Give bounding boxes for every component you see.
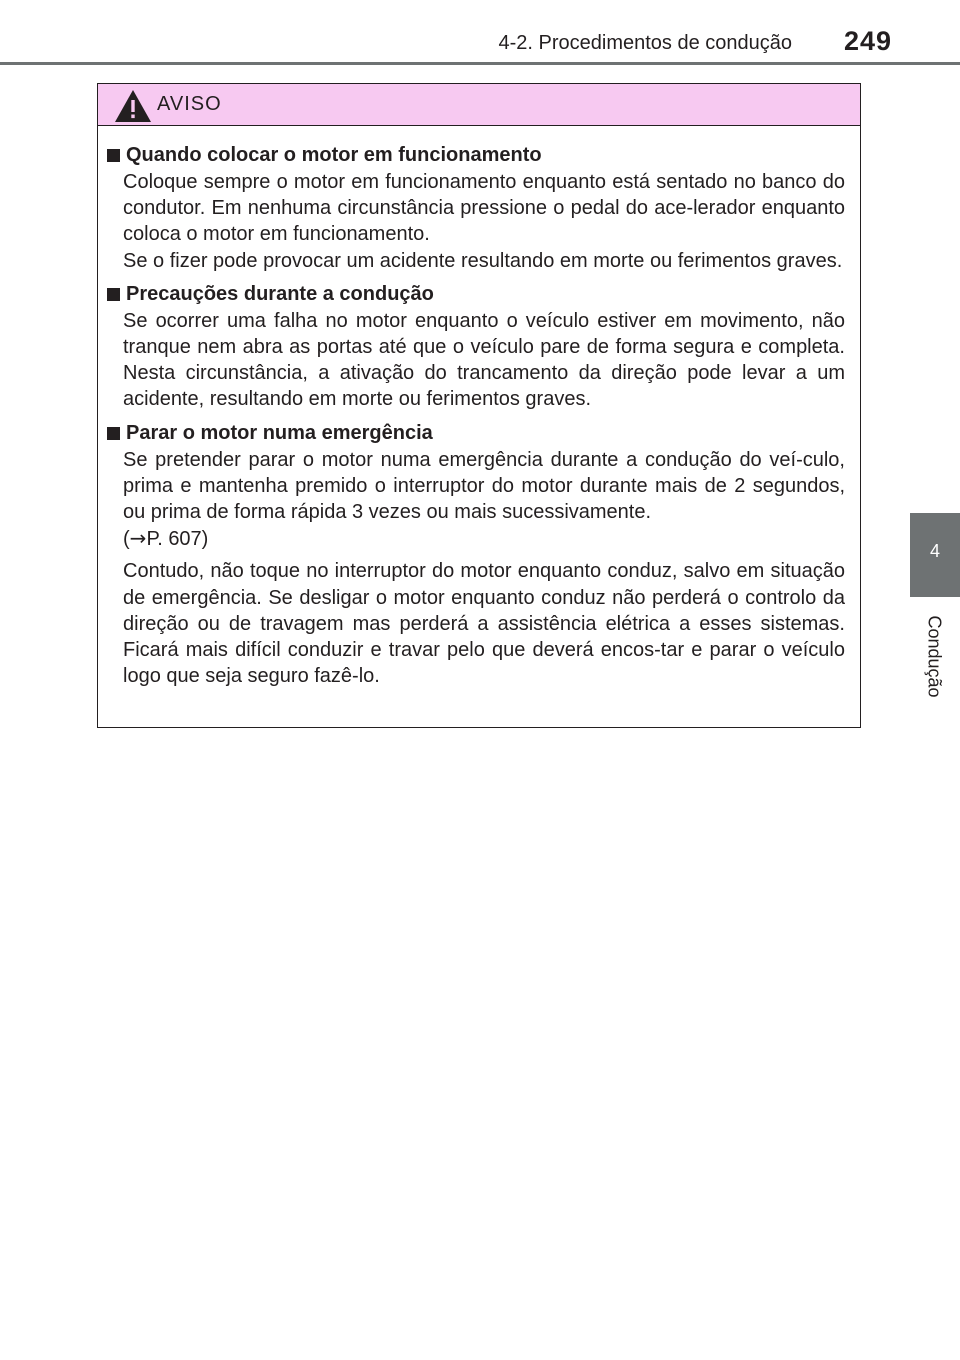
- warning-box: [97, 83, 861, 728]
- square-bullet-icon: [107, 288, 120, 301]
- item-heading-text: Quando colocar o motor em funcionamento: [126, 144, 542, 166]
- item-paragraph: Contudo, não toque no interruptor do motor enquanto conduz, salvo em situação de emergência. Se desligar o motor enquanto conduz não perderá o controlo da direção ou de travagem mas perderá a assistência elétrica a esses sistemas. Ficará mais difícil conduzir e travar pelo que deverá encos-tar e parar o veículo logo que seja seguro fazê-lo.: [123, 560, 845, 688]
- item-heading-text: Parar o motor numa emergência: [126, 421, 433, 444]
- warning-title: AVISO: [157, 93, 222, 115]
- right-arrow-icon: →: [129, 526, 147, 551]
- item-heading: [107, 142, 845, 169]
- item-paragraph: [107, 447, 845, 553]
- page-ref-open: (: [123, 528, 130, 551]
- chapter-number: 4: [929, 541, 940, 561]
- warning-header: [98, 84, 860, 126]
- page-ref-text: P. 607): [146, 528, 209, 551]
- item-heading: [107, 420, 845, 447]
- item-paragraph: Coloque sempre o motor em funcionamento enquanto está sentado no banco do condutor. Em nenhuma circunstância pressione o pedal do ace-lerador enquanto coloca o motor em funcionamento. Se o fizer pode provocar um acidente resultando em morte ou ferimentos graves.: [123, 171, 845, 272]
- item-paragraph: Se ocorrer uma falha no motor enquanto o veículo estiver em movimento, não tranque nem abra as portas até que o veículo pare de forma segura e completa. Nesta circunstância, a ativação do trancamento da direção pode levar a um acidente, resultando em morte ou ferimentos graves.: [123, 309, 845, 411]
- item-heading-text: Precauções durante a condução: [126, 282, 434, 305]
- page-reference[interactable]: [123, 528, 208, 550]
- section-title: 4-2. Procedimentos de condução: [498, 32, 792, 54]
- chapter-label: Condução: [924, 615, 945, 698]
- item-paragraph-text: Se pretender parar o motor numa emergência durante a condução do veí-culo, prima e mantenha premido o interruptor do motor durante mais de 2 segundos, ou prima de forma rápida 3 vezes ou mais sucessivamente.: [123, 448, 845, 524]
- warning-item: [107, 281, 845, 413]
- chapter-tab: [910, 513, 960, 597]
- warning-item: [107, 420, 845, 690]
- page-number: 249: [843, 26, 892, 56]
- square-bullet-icon: [107, 427, 120, 440]
- warning-triangle-icon: [114, 89, 152, 123]
- item-heading: [107, 281, 845, 308]
- header-divider: [0, 62, 960, 65]
- square-bullet-icon: [107, 149, 120, 162]
- warning-item: [107, 142, 845, 274]
- warning-body: [98, 126, 860, 689]
- page-header: [0, 0, 960, 64]
